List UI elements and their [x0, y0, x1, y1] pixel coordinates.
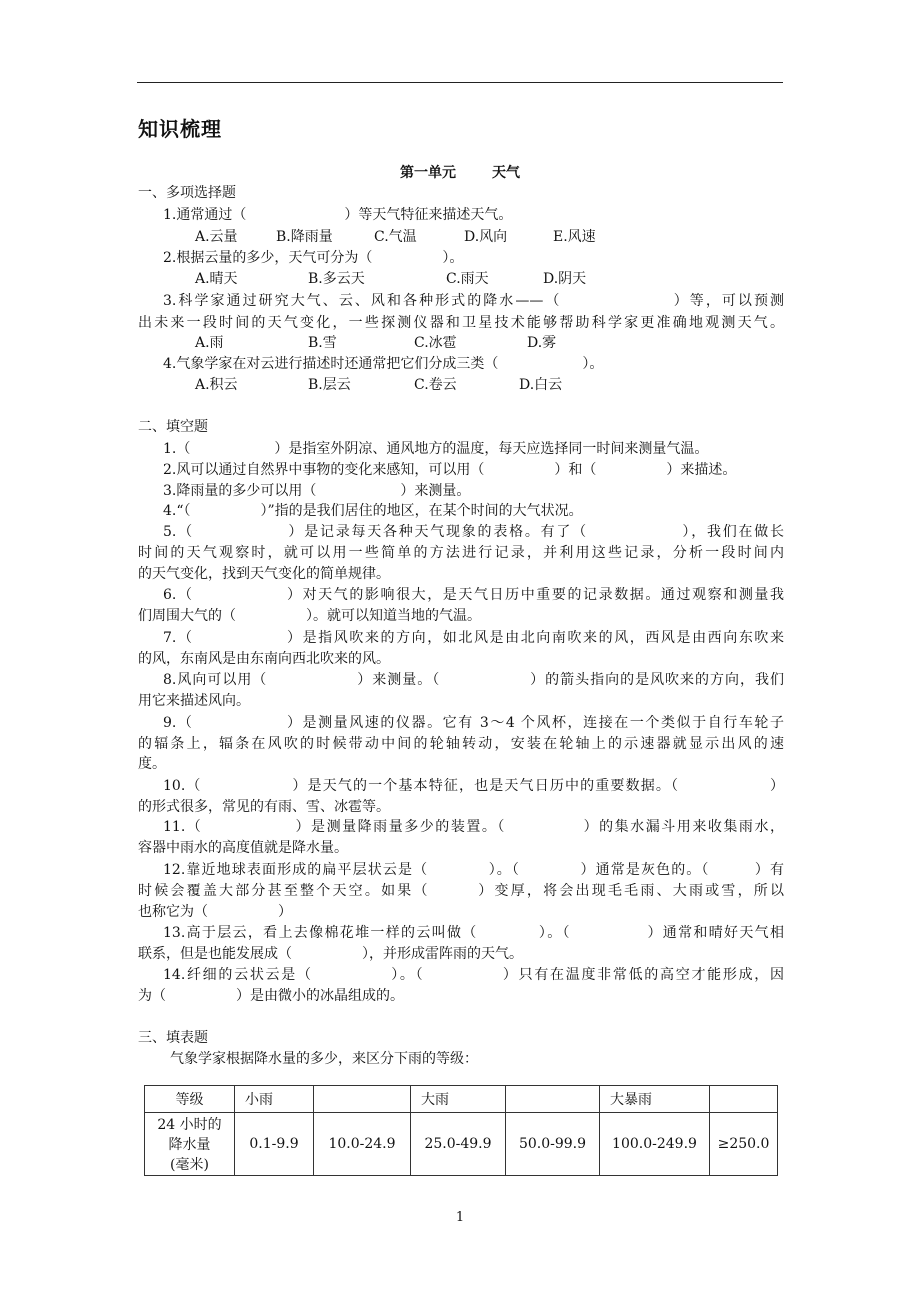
mc-q1-option: E.风速	[553, 229, 596, 245]
table-cell: 100.0-249.9	[600, 1113, 710, 1176]
fill-question-6-line: 6.（ ）对天气的影响很大，是天气日历中重要的记录数据。通过观察和测量我	[163, 587, 784, 603]
mc-q3-option: C.冰雹	[414, 335, 457, 351]
fill-question-8-line: 用它来描述风向。	[138, 693, 250, 709]
mc-q4-option: D.白云	[519, 377, 563, 393]
mc-q3-option: B.雪	[308, 335, 337, 351]
rainfall-table	[144, 1085, 778, 1176]
unit-subject: 天气	[492, 165, 520, 181]
mc-question-1: 1.通常通过（ ）等天气特征来描述天气。	[163, 207, 513, 223]
section-3-title: 三、填表题	[138, 1030, 208, 1046]
row-label-line: 降水量	[168, 1137, 211, 1153]
fill-question-4: 4.“（ ）”指的是我们居住的地区，在某个时间的大气状况。	[163, 503, 583, 519]
fill-question-2: 2.风可以通过自然界中事物的变化来感知，可以用（ ）和（ ）来描述。	[163, 462, 737, 478]
fill-question-14-line: 为（ ）是由微小的冰晶组成的。	[138, 988, 404, 1004]
page-heading: 知识梳理	[138, 117, 222, 141]
fill-question-12-line: 12.靠近地球表面形成的扁平层状云是（ ）。（ ）通常是灰色的。（ ）有	[163, 862, 784, 878]
fill-question-9-line: 度。	[138, 756, 166, 772]
fill-question-11-line: 11.（ ）是测量降雨量多少的装置。（ ）的集水漏斗用来收集雨水，	[163, 819, 784, 835]
fill-question-10-line: 10.（ ）是天气的一个基本特征，也是天气日历中的重要数据。（ ）	[163, 778, 784, 794]
mc-q4-option: B.层云	[308, 377, 351, 393]
fill-question-5-line: 5.（ ）是记录每天各种天气现象的表格。有了（ ），我们在做长	[163, 524, 784, 540]
header-rule	[137, 82, 783, 83]
mc-question-4: 4.气象学家在对云进行描述时还通常把它们分成三类（ ）。	[163, 356, 604, 372]
table-header-cell: 小雨	[235, 1086, 314, 1113]
mc-q3-option: A.雨	[195, 335, 224, 351]
table-cell: 50.0-99.9	[506, 1113, 600, 1176]
mc-question-3-line: 出未来一段时间的天气变化，一些探测仪器和卫星技术能够帮助科学家更准确地观测天气。	[138, 315, 784, 331]
row-label-line: (毫米)	[170, 1157, 209, 1173]
table-cell: 25.0-49.9	[411, 1113, 506, 1176]
row-label	[145, 1113, 235, 1176]
fill-question-13-line: 联系，但是也能发展成（ ），并形成雷阵雨的天气。	[138, 946, 523, 962]
table-header-cell: 大雨	[411, 1086, 506, 1113]
fill-question-8-line: 8.风向可以用（ ）来测量。（ ）的箭头指向的是风吹来的方向，我们	[163, 672, 784, 688]
table-header-cell	[710, 1086, 778, 1113]
unit-title	[0, 162, 920, 182]
row-label-line: 24 小时的	[157, 1117, 222, 1133]
mc-q2-option: C.雨天	[446, 271, 489, 287]
fill-question-5-line: 时间的天气观察时，就可以用一些简单的方法进行记录，并利用这些记录，分析一段时间内	[138, 545, 784, 561]
mc-q2-option: A.晴天	[195, 271, 238, 287]
fill-question-7-line: 7.（ ）是指风吹来的方向，如北风是由北向南吹来的风，西风是由西向东吹来	[163, 630, 784, 646]
fill-question-9-line: 9.（ ）是测量风速的仪器。它有 3～4 个风杯，连接在一个类似于自行车轮子	[163, 715, 784, 731]
fill-question-13-line: 13.高于层云，看上去像棉花堆一样的云叫做（ ）。（ ）通常和晴好天气相	[163, 925, 784, 941]
mc-q2-option: D.阴天	[543, 271, 587, 287]
fill-question-10-line: 的形式很多，常见的有雨、雪、冰雹等。	[138, 799, 390, 815]
table-cell: 10.0-24.9	[314, 1113, 411, 1176]
page-number: 1	[455, 1210, 465, 1225]
fill-question-12-line: 时候会覆盖大部分甚至整个天空。如果（ ）变厚，将会出现毛毛雨、大雨或雪，所以	[138, 883, 784, 899]
table-header-cell: 等级	[145, 1086, 235, 1113]
unit-number: 第一单元	[400, 165, 456, 181]
mc-q1-option: C.气温	[374, 229, 417, 245]
table-intro: 气象学家根据降水量的多少，来区分下雨的等级：	[170, 1051, 478, 1067]
fill-question-7-line: 的风，东南风是由东南向西北吹来的风。	[138, 651, 390, 667]
table-header-cell	[506, 1086, 600, 1113]
fill-question-14-line: 14.纤细的云状云是（ ）。（ ）只有在温度非常低的高空才能形成，因	[163, 967, 784, 983]
fill-question-6-line: 们周围大气的（ ）。就可以知道当地的气温。	[138, 608, 481, 624]
table-header-cell: 大暴雨	[600, 1086, 710, 1113]
table-header-row	[145, 1086, 778, 1113]
fill-question-1: 1.（ ）是指室外阴凉、通风地方的温度，每天应选择同一时间来测量气温。	[163, 441, 709, 457]
fill-question-5-line: 的天气变化，找到天气变化的简单规律。	[138, 566, 390, 582]
mc-q2-option: B.多云天	[308, 271, 365, 287]
fill-question-12-line: 也称它为（ ）	[138, 904, 292, 920]
mc-q4-option: C.卷云	[414, 377, 457, 393]
mc-q3-option: D.雾	[527, 335, 557, 351]
section-2-title: 二、填空题	[138, 419, 208, 435]
section-1-title: 一、多项选择题	[138, 185, 236, 201]
table-cell: 0.1-9.9	[235, 1113, 314, 1176]
table-cell: ≥250.0	[710, 1113, 778, 1176]
mc-question-3-line: 3.科学家通过研究大气、云、风和各种形式的降水——（ ）等，可以预测	[163, 293, 784, 309]
fill-question-11-line: 容器中雨水的高度值就是降水量。	[138, 840, 348, 856]
mc-q1-option: D.风向	[464, 229, 508, 245]
fill-question-9-line: 的辐条上，辐条在风吹的时候带动中间的轮轴转动，安装在轮轴上的示速器就显示出风的速	[138, 736, 784, 752]
table-header-cell	[314, 1086, 411, 1113]
mc-q4-option: A.积云	[195, 377, 238, 393]
mc-q1-option: B.降雨量	[276, 229, 333, 245]
mc-question-2: 2.根据云量的多少，天气可分为（ ）。	[163, 250, 464, 266]
fill-question-3: 3.降雨量的多少可以用（ ）来测量。	[163, 483, 471, 499]
table-row	[145, 1113, 778, 1176]
mc-q1-option: A.云量	[195, 229, 238, 245]
